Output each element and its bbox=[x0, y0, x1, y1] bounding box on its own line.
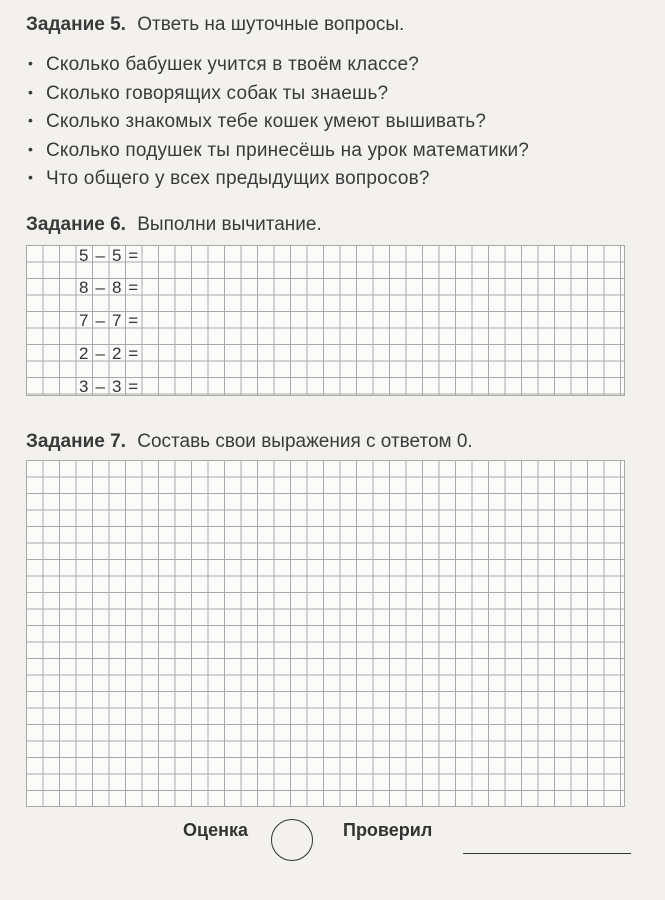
task7-label: Задание 7. bbox=[26, 431, 126, 452]
bullet-icon: • bbox=[28, 112, 34, 128]
expr-operand-a: 3 bbox=[79, 377, 89, 396]
question-text: Сколько подушек ты принесёшь на урок математики? bbox=[46, 139, 530, 161]
expr-minus: – bbox=[95, 278, 105, 297]
expr-equals: = bbox=[128, 377, 139, 396]
task6-title bbox=[26, 214, 322, 236]
expr-minus: – bbox=[95, 377, 105, 396]
expr-equals: = bbox=[128, 278, 139, 297]
task5-text: Ответь на шуточные вопросы. bbox=[137, 14, 405, 35]
expr-minus: – bbox=[95, 311, 105, 330]
expr-operand-b: 8 bbox=[112, 278, 122, 297]
bullet-icon: • bbox=[28, 83, 34, 100]
checked-by-label: Проверил bbox=[343, 820, 433, 840]
task7-title bbox=[26, 431, 473, 453]
question-text: Сколько знакомых тебе кошек умеют вышивать? bbox=[46, 111, 487, 132]
task7-grid[interactable] bbox=[26, 460, 625, 807]
question-text: Сколько бабушек учится в твоём классе? bbox=[46, 54, 420, 75]
expr-equals: = bbox=[128, 344, 139, 363]
grade-circle[interactable] bbox=[271, 819, 313, 861]
task5-label: Задание 5. bbox=[26, 14, 126, 35]
question-item bbox=[28, 164, 529, 193]
expr-minus: – bbox=[95, 344, 105, 363]
task6-label: Задание 6. bbox=[26, 214, 126, 235]
task6-grid[interactable] bbox=[26, 245, 625, 396]
question-item bbox=[28, 136, 529, 165]
task6-text: Выполни вычитание. bbox=[137, 214, 322, 235]
expr-operand-a: 8 bbox=[79, 278, 89, 297]
task5-title bbox=[26, 14, 404, 36]
question-text: Что общего у всех предыдущих вопросов? bbox=[46, 168, 430, 189]
expr-operand-a: 7 bbox=[79, 311, 89, 330]
expr-operand-b: 5 bbox=[112, 246, 122, 265]
expr-operand-b: 3 bbox=[112, 377, 122, 396]
expr-operand-b: 2 bbox=[112, 344, 122, 363]
task5-question-list bbox=[28, 50, 529, 193]
question-item bbox=[28, 50, 529, 79]
expr-operand-a: 2 bbox=[79, 344, 89, 363]
question-text: Сколько говорящих собак ты знаешь? bbox=[46, 82, 389, 104]
signature-line[interactable] bbox=[463, 853, 631, 854]
bullet-icon: • bbox=[28, 169, 34, 185]
expr-operand-a: 5 bbox=[79, 246, 89, 265]
task7-text: Составь свои выражения с ответом 0. bbox=[137, 431, 473, 452]
question-item bbox=[28, 79, 529, 108]
expr-equals: = bbox=[128, 246, 139, 265]
bullet-icon: • bbox=[28, 55, 34, 71]
question-item bbox=[28, 107, 529, 136]
expr-minus: – bbox=[95, 246, 105, 265]
expr-operand-b: 7 bbox=[112, 311, 122, 330]
expr-equals: = bbox=[128, 311, 139, 330]
bullet-icon: • bbox=[28, 140, 34, 157]
grade-label: Оценка bbox=[183, 820, 248, 840]
